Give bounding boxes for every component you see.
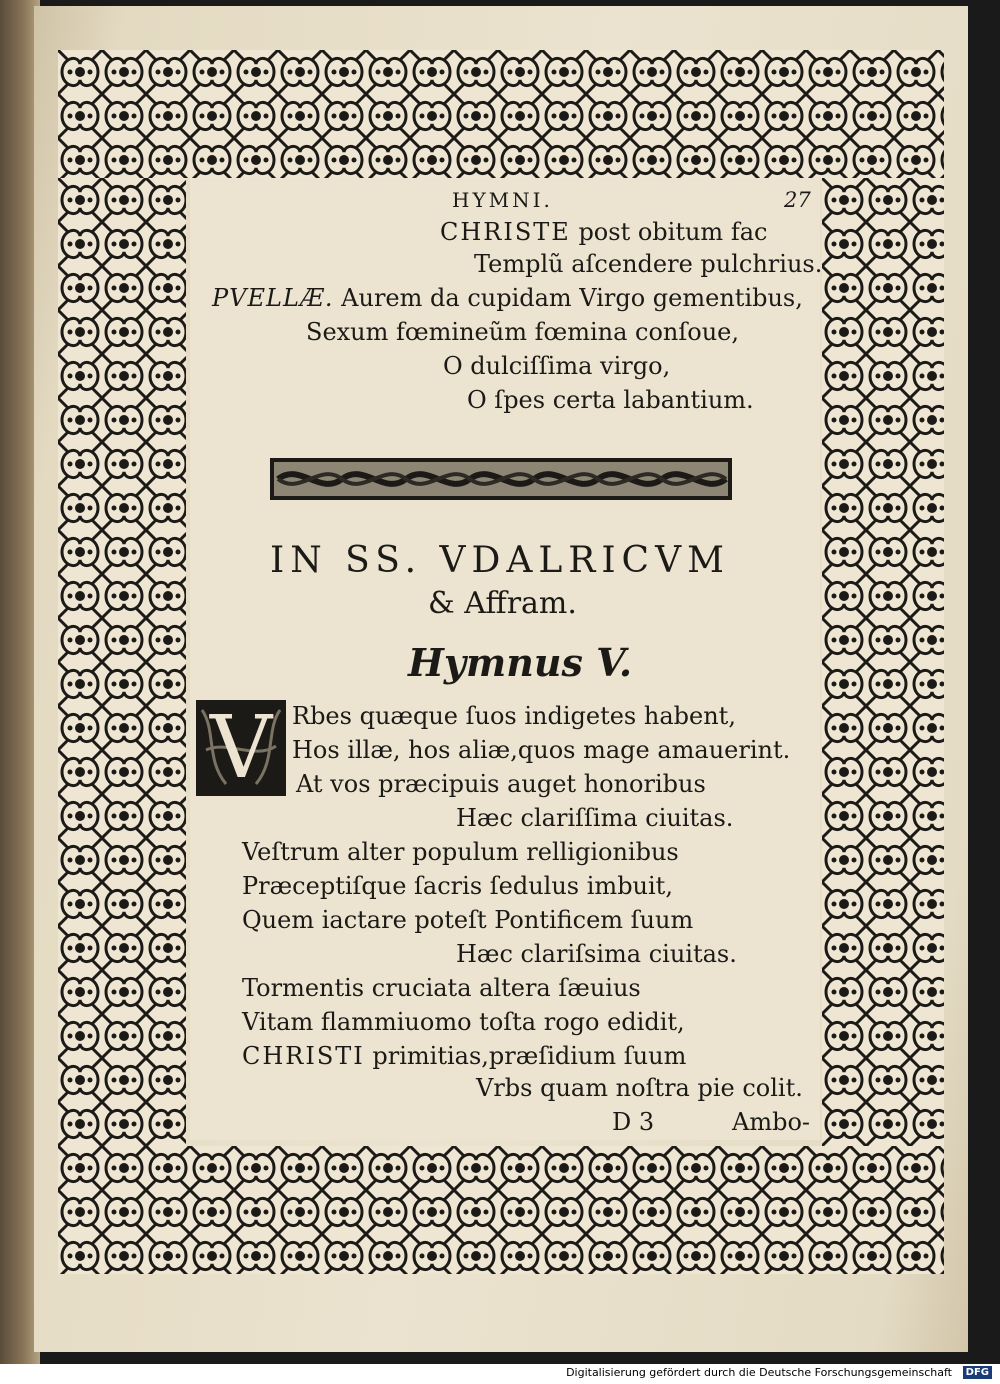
border-bottom-ornament xyxy=(58,1146,944,1274)
verse-line xyxy=(242,1042,686,1070)
verse-line: Quem iactare poteſt Pontificem ſuum xyxy=(242,906,694,934)
verse-line: Vrbs quam noſtra pie colit. xyxy=(476,1074,803,1102)
verse-line: O ſpes certa labantium. xyxy=(467,386,754,414)
verse-line: Hæc clariſſima ciuitas. xyxy=(456,804,734,832)
verse-line: Rbes quæque ſuos indigetes habent, xyxy=(292,702,736,730)
verse-line: Hæc clariſsima ciuitas. xyxy=(456,940,737,968)
hymn-number: Hymnus V. xyxy=(408,640,633,685)
drop-cap-letter: V xyxy=(210,698,273,798)
dfg-logo: DFG xyxy=(963,1366,992,1379)
hymn-title: IN SS. VDALRICVM xyxy=(270,540,730,581)
page-number: 27 xyxy=(784,188,811,212)
small-caps-word: CHRISTI xyxy=(242,1042,365,1070)
small-caps-word: CHRISTE xyxy=(440,218,571,246)
border-right-ornament xyxy=(822,178,944,1146)
border-left-ornament xyxy=(58,178,186,1146)
verse-text: Aurem da cupidam Virgo gementibus, xyxy=(333,284,803,312)
verse-line: At vos præcipuis auget honoribus xyxy=(296,770,706,798)
drop-cap xyxy=(196,700,286,796)
verse-text: primitias,præſidium ſuum xyxy=(364,1042,687,1070)
verse-line: Hos illæ, hos aliæ,quos mage amauerint. xyxy=(292,736,791,764)
speaker-label: PVELLÆ. xyxy=(212,284,334,312)
verse-line: Sexum fœmineũm fœmina conſoue, xyxy=(306,318,739,346)
verse-text: post obitum fac xyxy=(570,218,768,246)
verse-line: Vitam flammiuomo toſta rogo edidit, xyxy=(242,1008,685,1036)
digitization-notice: Digitalisierung gefördert durch die Deutsche Forschungsgemeinschaft xyxy=(566,1366,952,1379)
verse-line xyxy=(212,284,803,312)
verse-line xyxy=(440,218,767,246)
signature-mark: D 3 xyxy=(612,1108,655,1136)
running-head: HYMNI. xyxy=(452,188,553,212)
verse-line: Templũ aſcendere pulchrius. xyxy=(474,250,823,278)
decorative-headpiece xyxy=(270,458,732,500)
verse-line: Veſtrum alter populum relligionibus xyxy=(242,838,679,866)
verse-line: Præceptiſque ſacris ſedulus imbuit, xyxy=(242,872,673,900)
hymn-subtitle: & Affram. xyxy=(428,586,577,621)
border-top-ornament xyxy=(58,50,944,178)
verse-line: O dulciſſima virgo, xyxy=(443,352,671,380)
catchword: Ambo- xyxy=(732,1108,811,1136)
verse-line: Tormentis cruciata altera ſæuius xyxy=(242,974,641,1002)
